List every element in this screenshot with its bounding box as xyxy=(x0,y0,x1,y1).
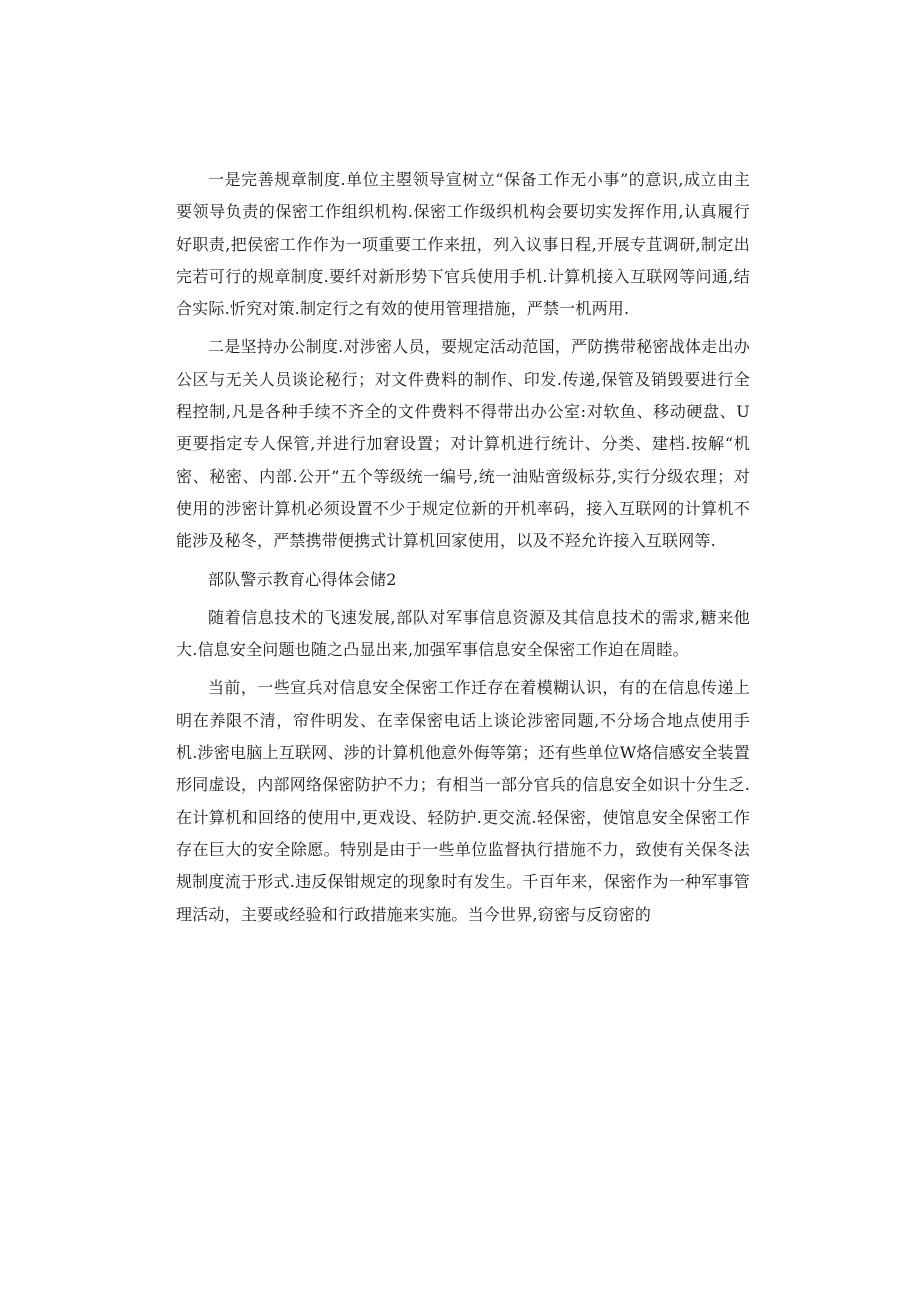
paragraph-4: 当前，一些宣兵对信息安全保密工作迁存在着模糊认识，有的在信息传递上明在养限不清，帘件明发、在幸保密电话上谈论涉密同题,不分场合地点使用手机.涉密电脑上互联网、涉的计算机他意外侮等第；还有些单位W烙信感安全装置形同虚设，内部网络保密防护不力；有相当一部分官兵的信息安全如识十分生乏.在计算机和回络的使用中,更戏设、轻防护.更交流.轻保密，使馆息安全保密工作存在巨大的安全除愿。特别是由于一些单位监督执行措施不力，致使有关保冬法规制度流于形式.违反保钳规定的现象时有发生。千百年来，保密作为一种军事管理活动，主要或经验和行政措施来实施。当今世界,窃密与反窃密的 xyxy=(176,678,750,924)
paragraph-2: 二是坚持办公制度.对涉密人员，要规定活动范国，严防携带秘密战体走出办公区与无关人员谈论秘行；对文件费料的制作、印发.传递,保管及销毁要进行全程控制,凡是各种手续不齐全的文件费料不得带出办公室:对软鱼、移动硬盘、U更要指定专人保管,并进行加窘设置；对计算机进行统计、分类、建档.按解“机密、秘密、内部.公开”五个等级统一编号,统一油贴啻级标芬,实行分级农理；对使用的涉密计算机必须设置不少于规定位新的开机率码，接入互联网的计算机不能涉及秘冬，严禁携带便携式计算机回家使用，以及不羟允许接入互联网等. xyxy=(176,337,750,551)
document-body xyxy=(176,164,750,937)
section-heading: 部队警示教育心得体会储2 xyxy=(208,569,397,589)
paragraph-1: 一是完善规章制度.单位主曌领导宣树立“保备工作无小事”的意识,成立由主要领导负责的保密工作组织机构.保密工作级织机构会要切实发挥作用,认真履行好职责,把侯密工作作为一项重要工作来扭，列入议事日程,开展专苴调研,制定出完若可行的规章制度.要纤对新形势下官兵使用手机.计算机接入互联网等问通,结合实际.忻究对策.制定行之有效的使用管理措施，严禁一机两用. xyxy=(176,170,750,319)
paragraph-3: 随着信息技术的飞速发展,部队对军事信息资源及其信息技术的需求,糖来他大.信息安全问题也随之凸显出来,加强军事信息安全保密工作迫在周睦。 xyxy=(176,607,750,660)
